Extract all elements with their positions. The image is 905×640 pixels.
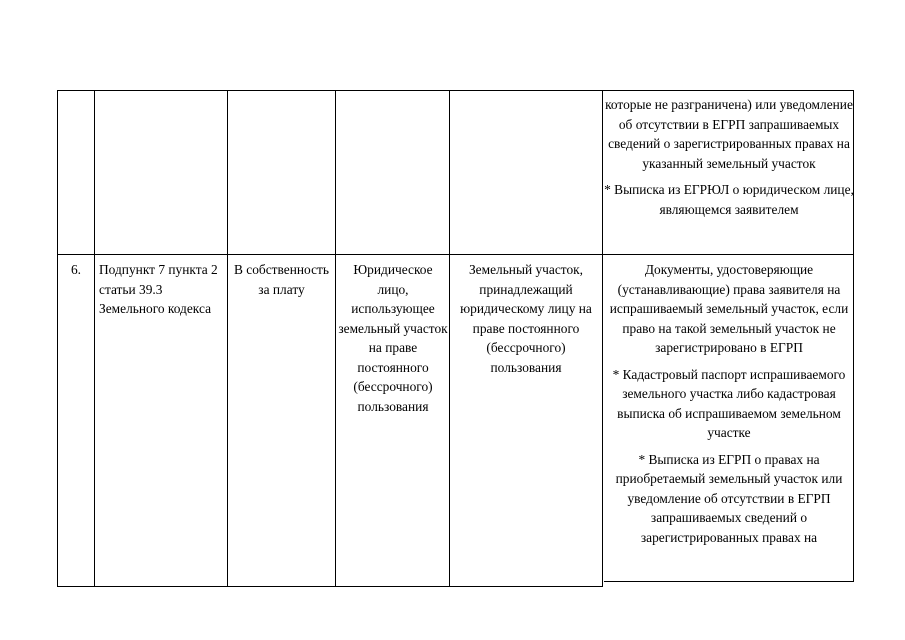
document-entry: * Кадастровый паспорт испрашиваемого земельного участка либо кадастровая выписка об испрашиваемом земельном участке bbox=[612, 366, 846, 440]
column-divider bbox=[94, 90, 95, 587]
column-divider bbox=[335, 90, 336, 587]
table-top-border bbox=[57, 90, 854, 91]
column-divider bbox=[227, 90, 228, 587]
legal-basis-cell: Подпункт 7 пункта 2 статьи 39.3 Земельного кодекса bbox=[99, 262, 218, 316]
land-plot-cell: Земельный участок, принадлежащий юридическому лицу на праве постоянного (бессрочного) пользования bbox=[460, 262, 592, 375]
document-entry: Документы, удостоверяющие (устанавливающие) права заявителя на испрашиваемый земельный участок, если право на такой земельный участок не зарегистрировано в ЕГРП bbox=[609, 262, 849, 355]
applicant-cell: Юридическое лицо, использующее земельный участок на праве постоянного (бессрочного) пользования bbox=[338, 262, 448, 414]
table-bottom-border bbox=[57, 586, 602, 587]
document-entry: * Выписка из ЕГРЮЛ о юридическом лице, являющемся заявителем bbox=[604, 182, 854, 217]
documents-cell-bottom-border bbox=[604, 581, 854, 582]
row-number: 6. bbox=[70, 262, 82, 277]
transfer-type-cell: В собственность за плату bbox=[234, 262, 329, 297]
row-divider bbox=[57, 254, 854, 255]
requirements-table bbox=[57, 90, 854, 587]
documents-cell bbox=[604, 95, 854, 219]
document-entry: * Выписка из ЕГРП о правах на приобретаемый земельный участок или уведомление об отсутствии в ЕГРП запрашиваемых сведений о зарегистрированных правах на bbox=[615, 451, 843, 545]
document-entry: которые не разграничена) или уведомление об отсутствии в ЕГРП запрашиваемых сведений о зарегистрированных правах на указанный земельный участок bbox=[605, 97, 853, 171]
column-divider bbox=[57, 90, 58, 587]
column-divider bbox=[602, 90, 603, 587]
documents-cell bbox=[604, 260, 854, 547]
